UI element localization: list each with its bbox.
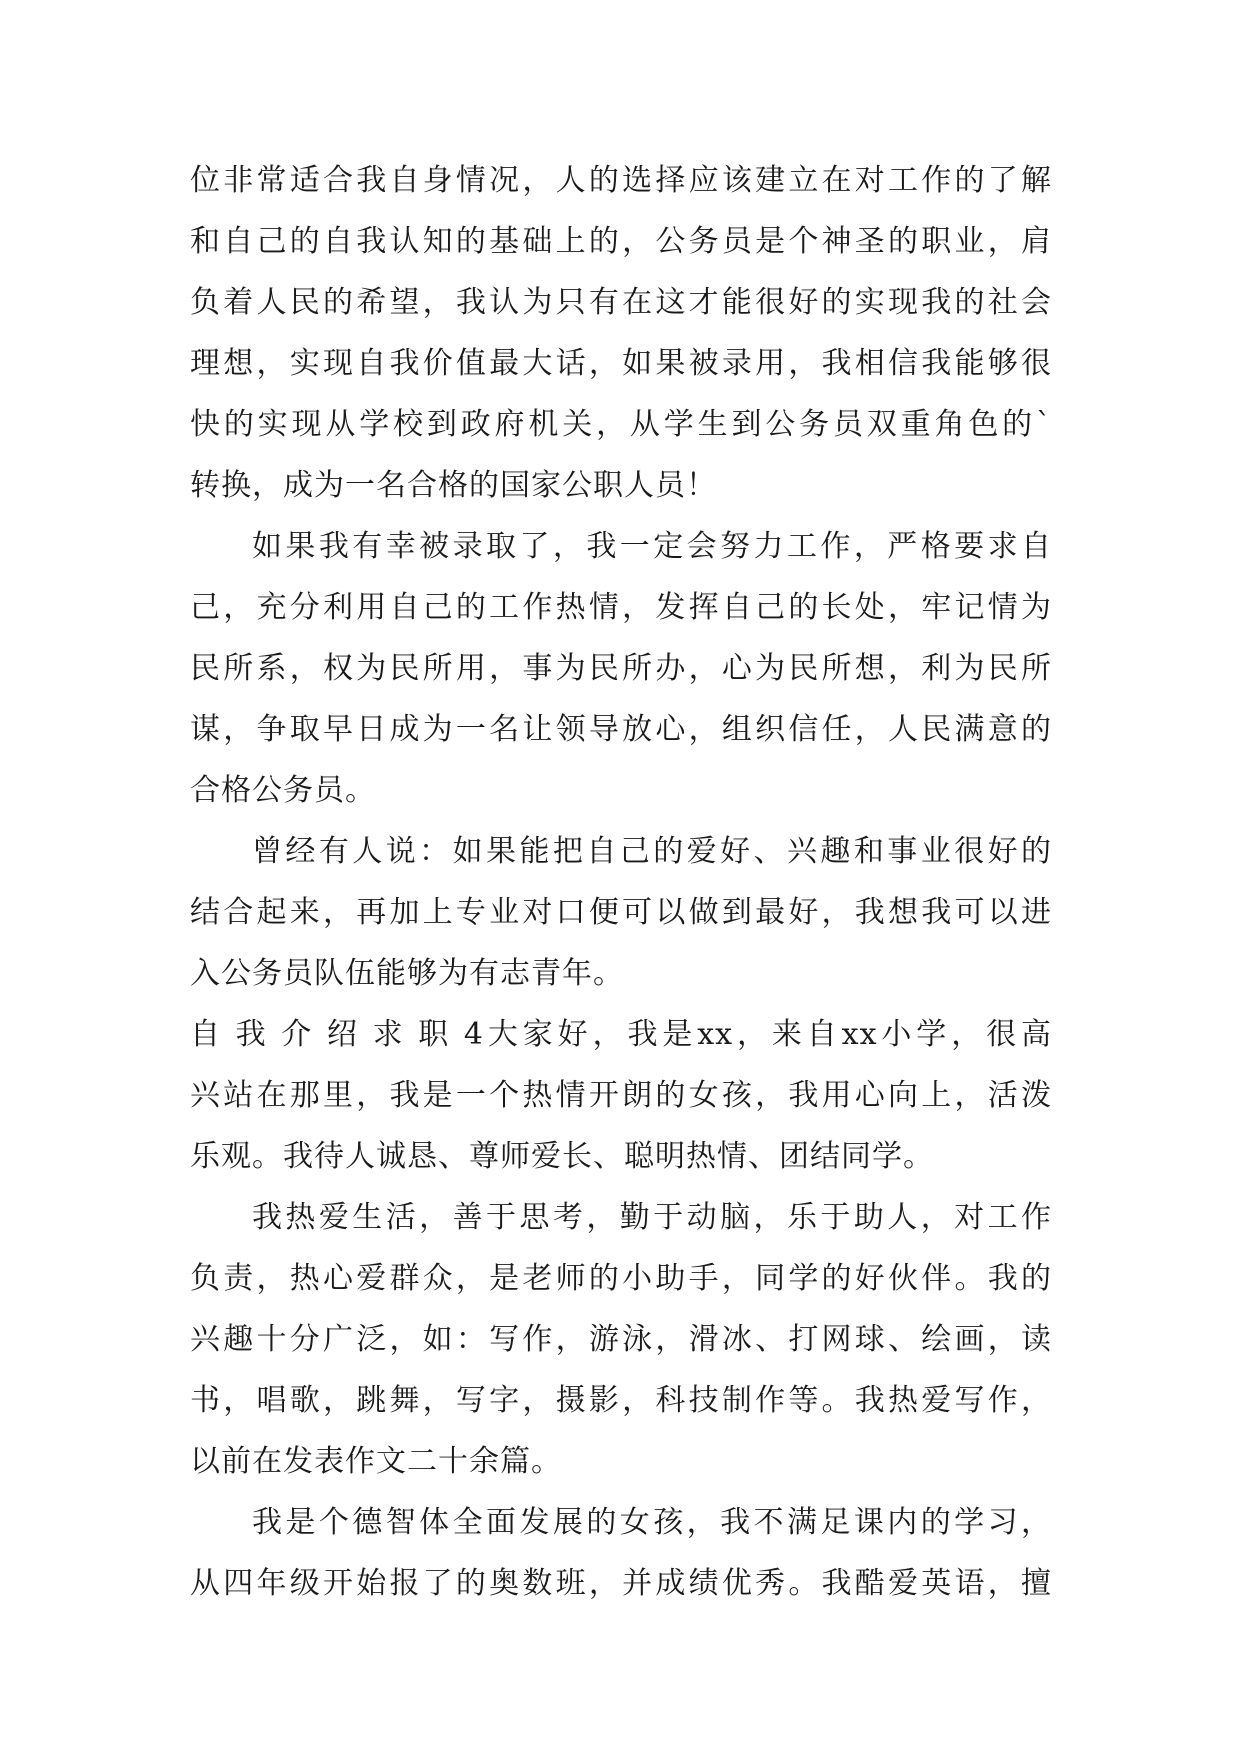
text-line: 曾经有人说：如果能把自己的爱好、兴趣和事业很好的	[252, 834, 1052, 869]
text-line: 我是个德智体全面发展的女孩，我不满足课内的学习，	[252, 1505, 1052, 1540]
section	[190, 1004, 1052, 1187]
text-line: 和自己的自我认知的基础上的，公务员是个神圣的职业，肩	[190, 224, 1052, 259]
section-title: 自我介绍求职4	[190, 1017, 484, 1052]
section-first-line: 大家好，我是xx，来自xx小学，很高	[484, 1017, 1052, 1052]
text-line: 乐观。我待人诚恳、尊师爱长、聪明热情、团结同学。	[190, 1139, 934, 1174]
text-line: 兴站在那里，我是一个热情开朗的女孩，我用心向上，活泼	[190, 1078, 1052, 1113]
text-line: 兴趣十分广泛，如：写作，游泳，滑冰、打网球、绘画，读	[190, 1322, 1052, 1357]
text-line: 转换，成为一名合格的国家公职人员！	[190, 468, 717, 503]
paragraph	[190, 821, 1052, 1004]
text-line: 理想，实现自我价值最大话，如果被录用，我相信我能够很	[190, 346, 1052, 381]
text-line: 以前在发表作文二十余篇。	[190, 1444, 562, 1479]
text-line: 负责，热心爱群众，是老师的小助手，同学的好伙伴。我的	[190, 1261, 1052, 1296]
paragraph	[190, 516, 1052, 821]
text-line: 快的实现从学校到政府机关，从学生到公务员双重角色的`	[190, 407, 1052, 442]
text-line: 合格公务员。	[190, 773, 376, 808]
text-line: 我热爱生活，善于思考，勤于动脑，乐于助人，对工作	[252, 1200, 1052, 1235]
text-line: 如果我有幸被录取了，我一定会努力工作，严格要求自	[252, 529, 1052, 564]
text-line: 负着人民的希望，我认为只有在这才能很好的实现我的社会	[190, 285, 1052, 320]
text-line: 位非常适合我自身情况，人的选择应该建立在对工作的了解	[190, 163, 1052, 198]
text-line: 民所系，权为民所用，事为民所办，心为民所想，利为民所	[190, 651, 1052, 686]
text-line: 书，唱歌，跳舞，写字，摄影，科技制作等。我热爱写作，	[190, 1383, 1052, 1418]
text-line: 结合起来，再加上专业对口便可以做到最好，我想我可以进	[190, 895, 1052, 930]
paragraph	[190, 1492, 1052, 1614]
text-line: 谋，争取早日成为一名让领导放心，组织信任，人民满意的	[190, 712, 1052, 747]
paragraph	[190, 150, 1052, 516]
text-line: 己，充分利用自己的工作热情，发挥自己的长处，牢记情为	[190, 590, 1052, 625]
text-line: 入公务员队伍能够为有志青年。	[190, 956, 624, 991]
section-heading-line	[190, 1004, 1052, 1065]
document-body	[190, 150, 1052, 1614]
paragraph	[190, 1187, 1052, 1492]
text-line: 从四年级开始报了的奥数班，并成绩优秀。我酷爱英语，擅	[190, 1566, 1052, 1601]
